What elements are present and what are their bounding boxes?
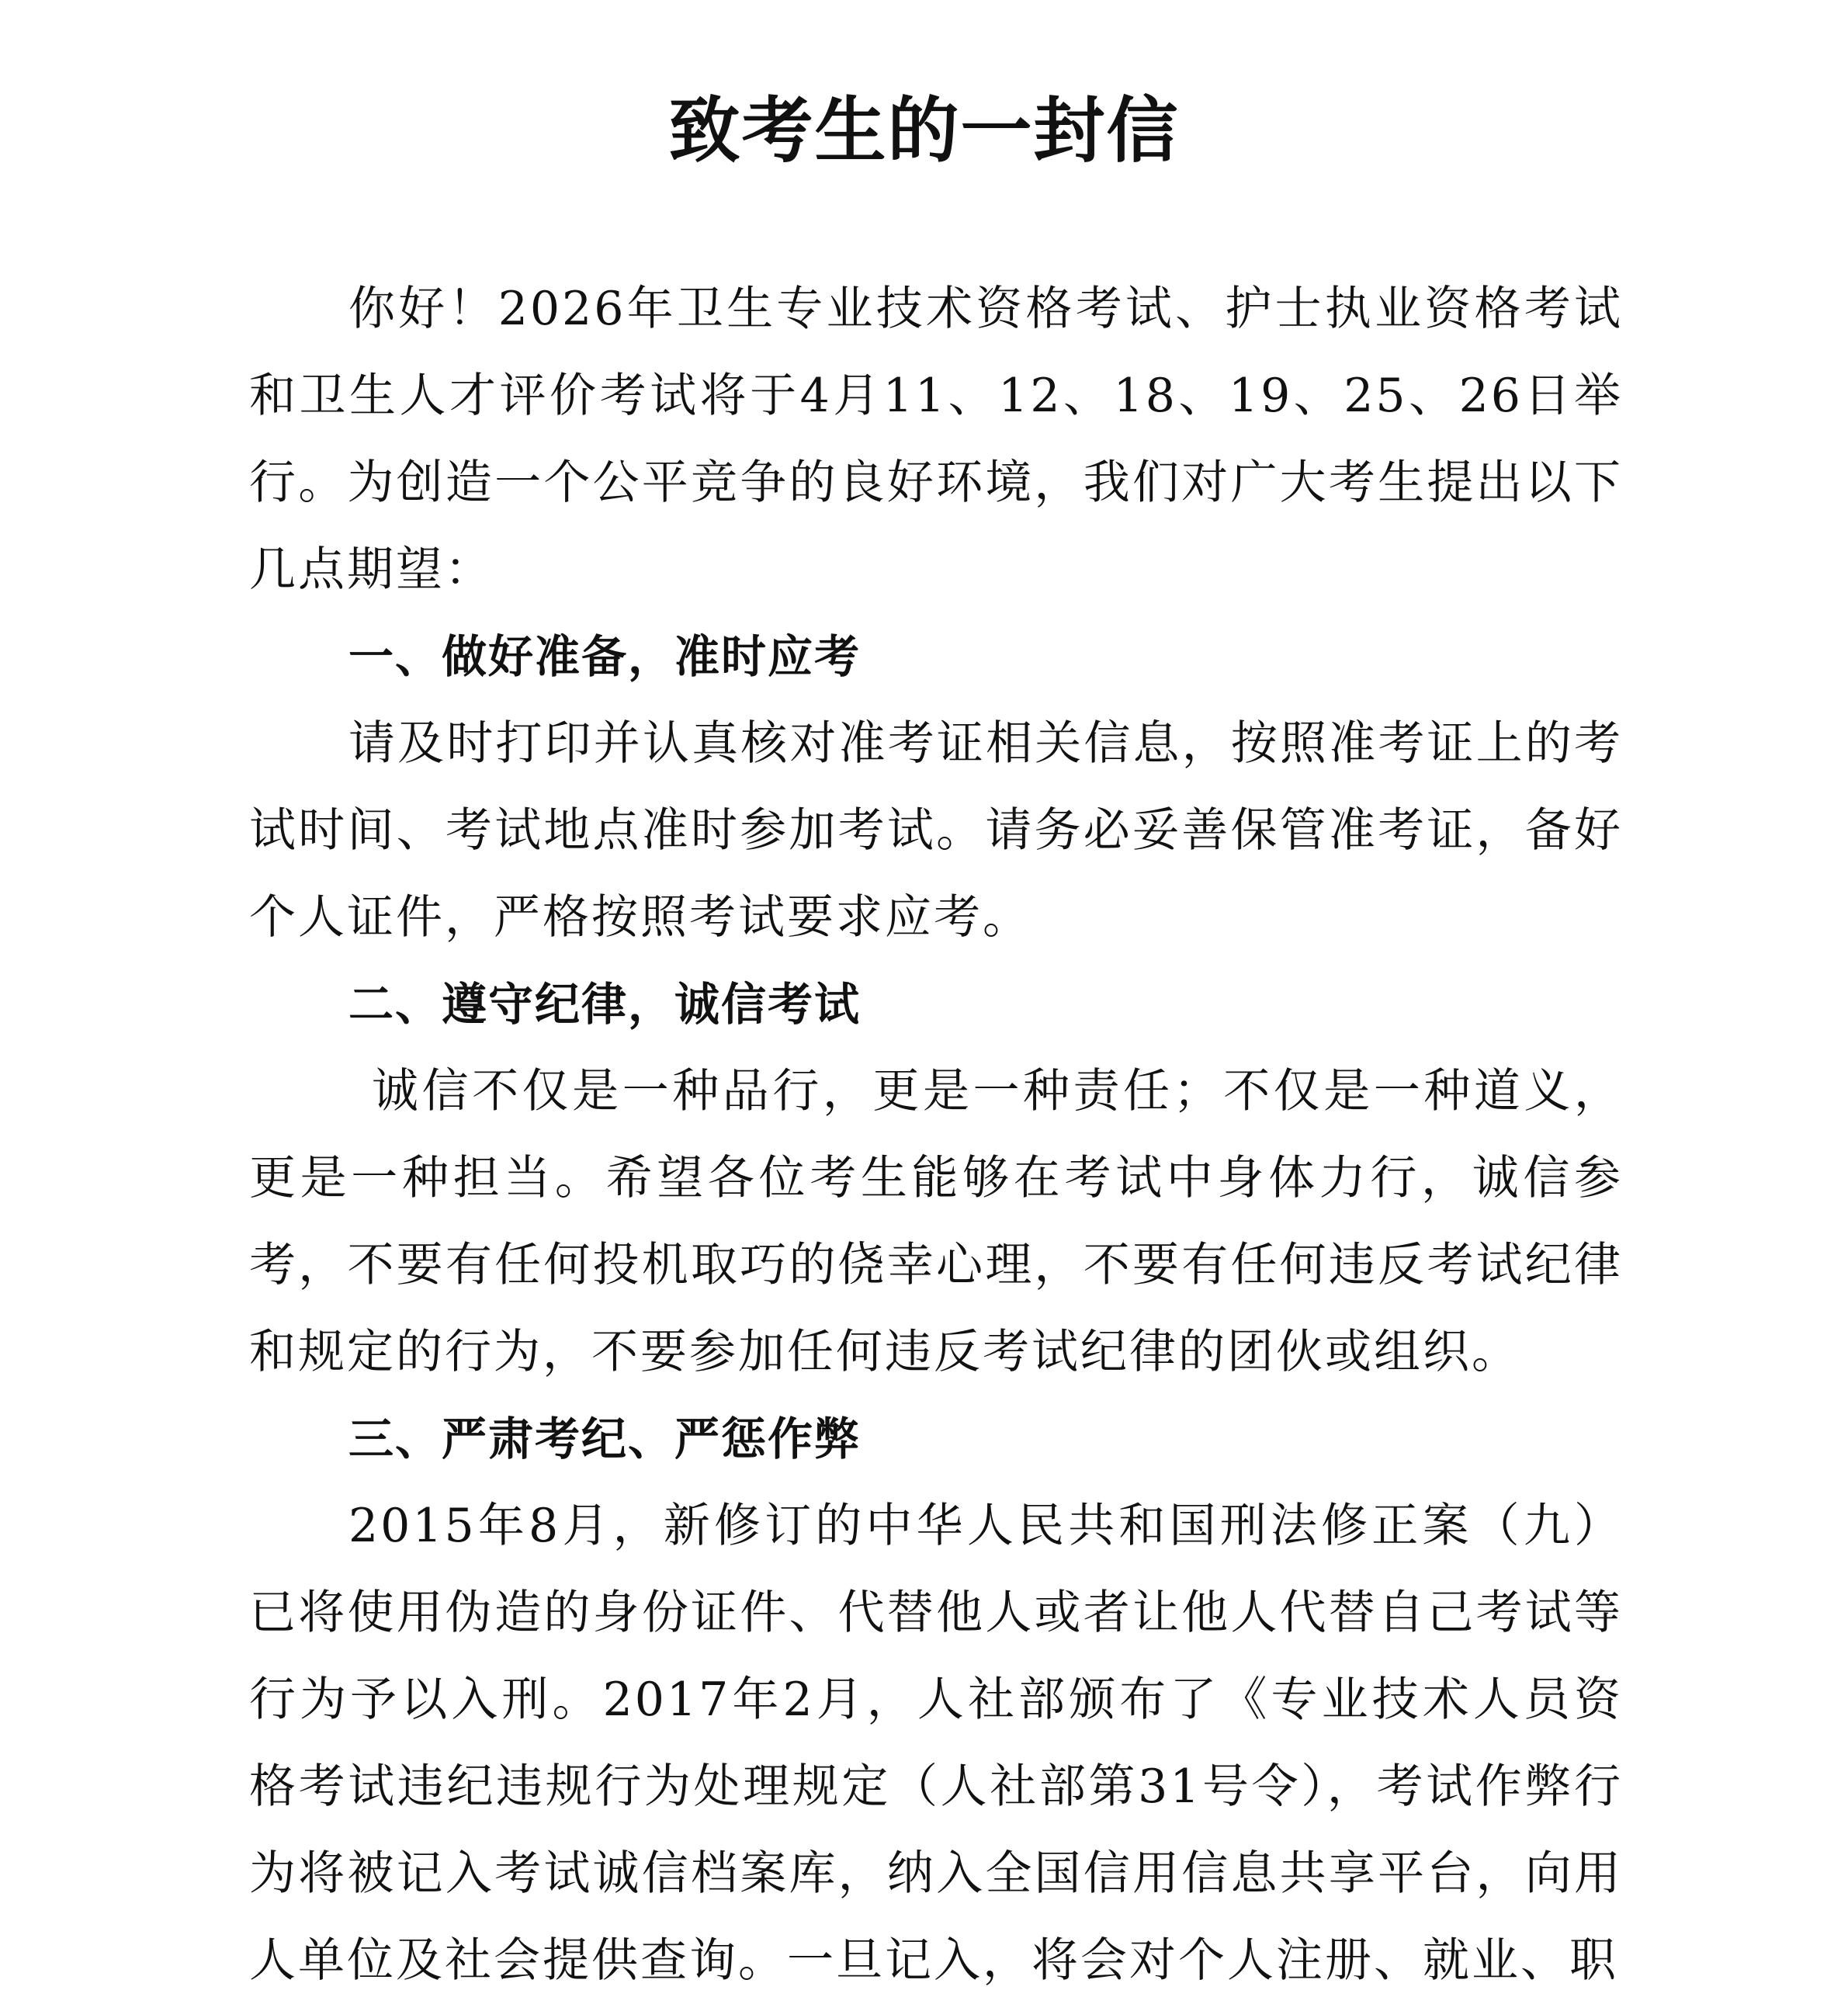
letter-title: 致考生的一封信 [668, 88, 1180, 172]
section-1-paragraph: 请及时打印并认真核对准考证相关信息，按照准考证上的考试时间、考试地点准时参加考试。请务必妥善保管准考证，备好个人证件，严格按照考试要求应考。 [249, 716, 1623, 945]
section-2-paragraph: 诚信不仅是一种品行，更是一种责任；不仅是一种道义，更是一种担当。希望各位考生能够在考试中身体力行，诚信参考，不要有任何投机取巧的侥幸心理，不要有任何违反考试纪律和规定的行为，不要参加任何违反考试纪律的团伙或组织。 [249, 1064, 1623, 1379]
section-1-heading: 一、做好准备，准时应考 [348, 630, 862, 683]
intro-paragraph: 你好！2026年卫生专业技术资格考试、护士执业资格考试和卫生人才评价考试将于4月11、12、18、19、25、26日举行。为创造一个公平竞争的良好环境，我们对广大考生提出以下几点期望： [249, 282, 1623, 597]
letter-body [249, 265, 1623, 2004]
section-3-paragraph: 2015年8月，新修订的中华人民共和国刑法修正案（九）已将使用伪造的身份证件、代替他人或者让他人代替自己考试等行为予以入刑。2017年2月，人社部颁布了《专业技术人员资格考试违纪违规行为处理规定（人社部第31号令），考试作弊行为将被记入考试诚信档案库，纳入全国信用信息共享平台，向用人单位及社会提供查询。一旦记入，将会对个人注册、就业、职 [249, 1499, 1623, 1988]
section-3-heading: 三、严肃考纪、严惩作弊 [348, 1413, 862, 1465]
section-2-heading: 二、遵守纪律，诚信考试 [348, 978, 862, 1031]
